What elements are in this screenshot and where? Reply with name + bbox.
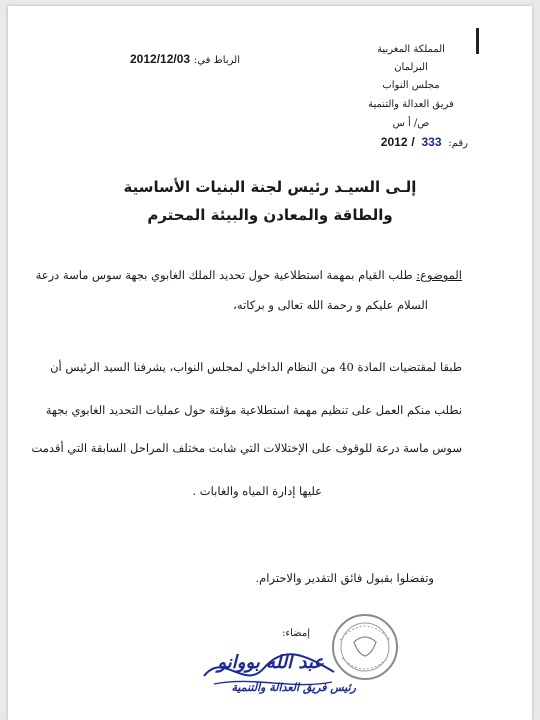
paragraph-line: طبقا لمقتضيات المادة 40 من النظام الداخلي لمجلس النواب، يشرفنا السيد الرئيس أن bbox=[50, 360, 462, 374]
addressee-line-2: والطاقة والمعادن والبيئة المحترم bbox=[147, 206, 393, 224]
handwritten-signature bbox=[194, 646, 344, 696]
subject-line bbox=[36, 268, 462, 282]
date-value: 2012/12/03 bbox=[130, 52, 191, 66]
org-line-parliament: البرلمان bbox=[394, 62, 428, 73]
date-block bbox=[126, 52, 240, 66]
paragraph-line: نطلب منكم العمل على تنظيم مهمة استطلاعية مؤقتة حول عمليات التحديد الغابوي بجهة bbox=[45, 403, 462, 417]
paragraph-line: عليها إدارة المياه والغابات . bbox=[192, 484, 322, 498]
greeting: السلام عليكم و رحمة الله تعالى و بركاته، bbox=[233, 298, 428, 312]
org-line-house: مجلس النواب bbox=[382, 80, 440, 91]
org-line-group: فريق العدالة والتنمية bbox=[368, 99, 454, 110]
signature-label: إمضاء: bbox=[282, 628, 310, 639]
signatory-name: عبد الله بووانو bbox=[217, 652, 324, 673]
document-page bbox=[8, 6, 532, 720]
ref-sep: / bbox=[411, 135, 415, 149]
org-line-kingdom: المملكة المغربية bbox=[377, 44, 445, 55]
ref-label: رقم: bbox=[448, 138, 468, 149]
subject-text: طلب القيام بمهمة استطلاعية حول تحديد الملك الغابوي بجهة سوس ماسة درعة bbox=[35, 268, 417, 282]
addressee-line-1: إلـى السيـد رئيس لجنة البنيات الأساسية bbox=[123, 178, 417, 196]
org-line-code: ص/ أ س bbox=[392, 118, 430, 129]
signatory-title: رئيس فريق العدالة والتنمية bbox=[231, 681, 356, 694]
reference-number bbox=[381, 135, 468, 149]
ref-year: 2012 bbox=[380, 135, 408, 149]
paragraph-line: سوس ماسة درعة للوقوف على الإختلالات التي شابت مختلف المراحل السابقة التي أقدمت bbox=[31, 441, 462, 455]
closing-line: وتفضلوا بقبول فائق التقدير والاحترام. bbox=[255, 571, 434, 585]
date-label: الرباط في: bbox=[193, 55, 240, 66]
page-marker bbox=[476, 28, 479, 54]
ref-number: 333 bbox=[421, 135, 442, 149]
subject-label: الموضوع: bbox=[416, 268, 462, 282]
